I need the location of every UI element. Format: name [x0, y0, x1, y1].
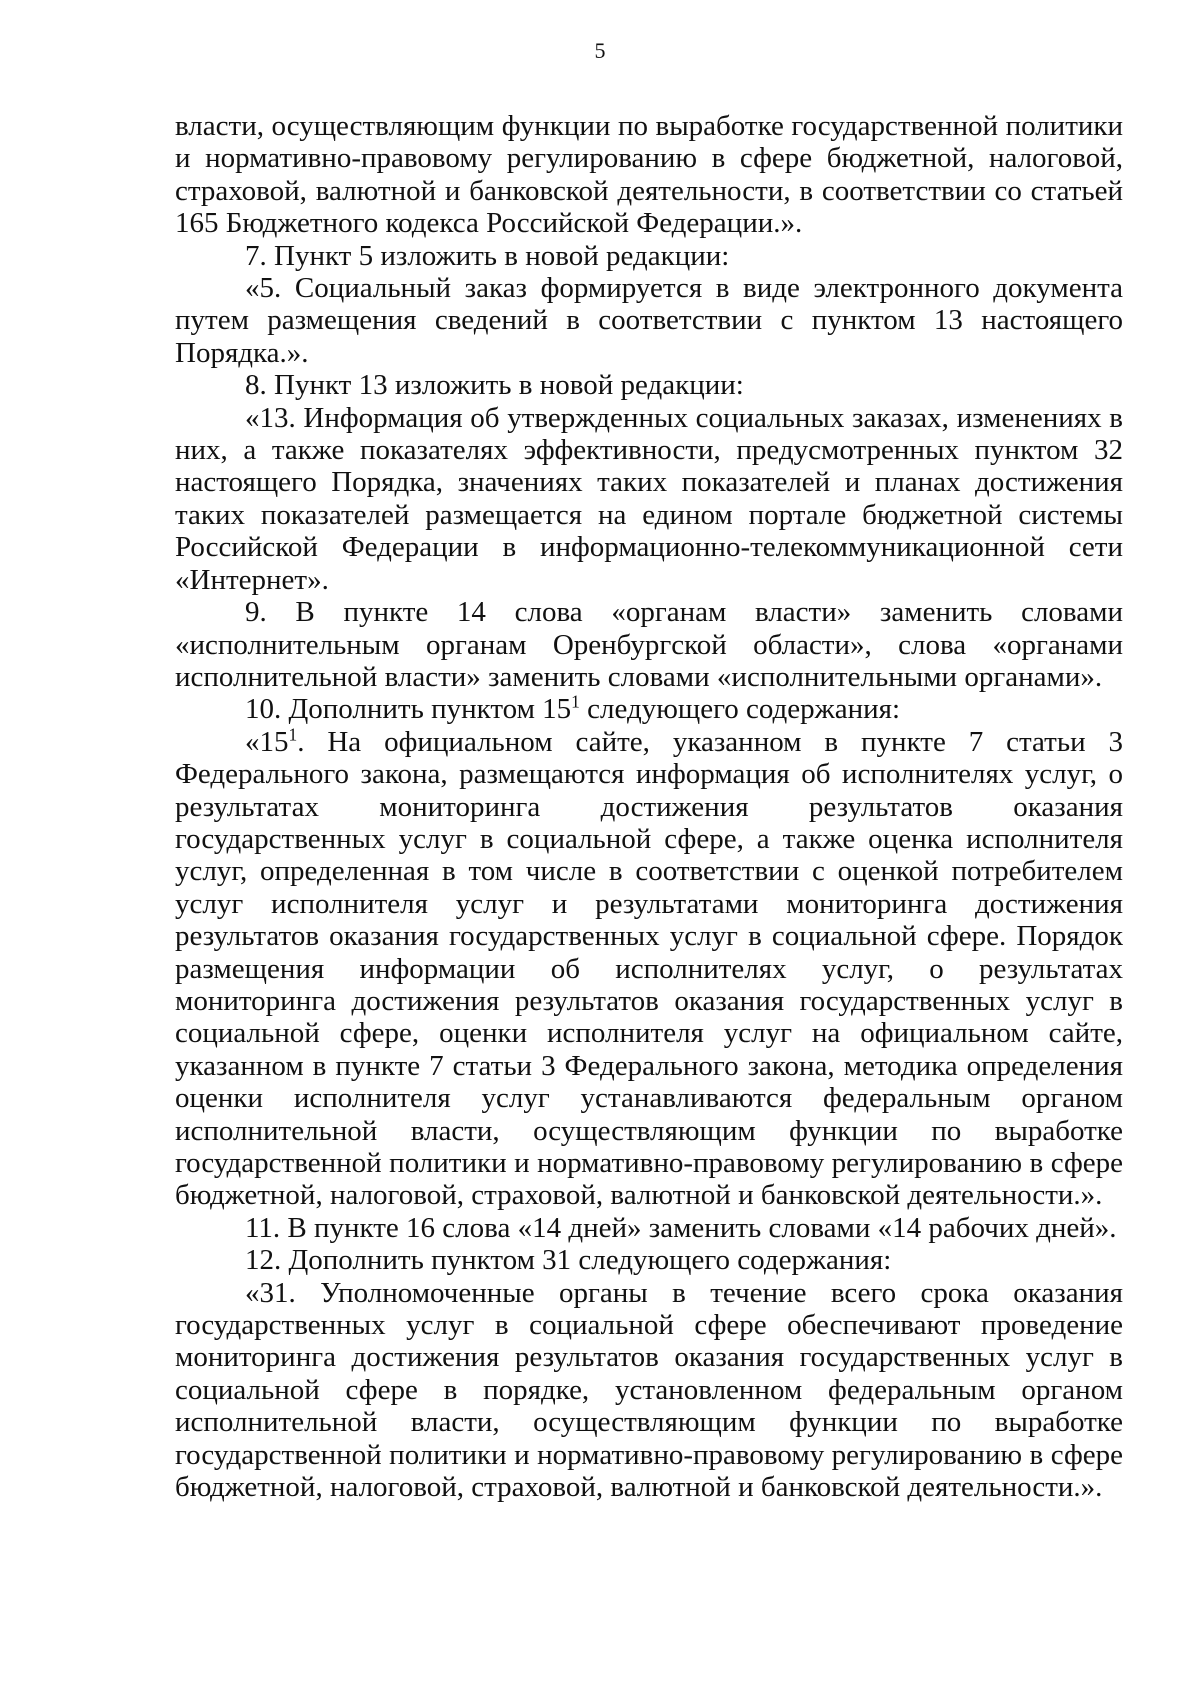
text-segment: 10. Дополнить пунктом 15 — [245, 693, 572, 726]
text-segment: следующего содержания: — [579, 693, 901, 726]
paragraph-item-12-text: «31. Уполномоченные органы в течение всего срока оказания государственных услуг в социальной сфере обеспечивают проведение мониторинга достижения результатов оказания государственных услуг в социальной сфере в порядке, установленном федеральным органом исполнительной власти, осуществляющим функции по выработке государственной политики и нормативно-правовому регулированию в сфере бюджетной, налоговой, страховой, валютной и банковской деятельности.». — [175, 1276, 1123, 1504]
text-segment: . На официальном сайте, указанном в пункте 7 статьи 3 Федерального закона, размещаются информация об исполнителях услуг, о результатах мониторинга достижения результатов оказания государственных услуг в социальной сфере, а также оценка исполнителя услуг, определенная в том числе в соответствии с оценкой потребителем услуг исполнителя услуг и результатами мониторинга достижения результатов оказания государственных услуг в социальной сфере. Порядок размещения информации об исполнителях услуг, о результатах мониторинга достижения результатов оказания государственных услуг в социальной сфере, оценки исполнителя услуг на официальном сайте, указанном в пункте 7 статьи 3 Федерального закона, методика определения оценки исполнителя услуг устанавливаются федеральным органом исполнительной власти, осуществляющим функции по выработке государственной политики и нормативно-правовому регулированию в сфере бюджетной, налоговой, страховой, валютной и банковской деятельности.». — [175, 725, 1123, 1212]
page-number: 5 — [594, 38, 606, 63]
superscript: 1 — [571, 691, 580, 712]
superscript: 1 — [288, 724, 298, 745]
paragraph-item-9: 9. В пункте 14 слова «органам власти» заменить словами «исполнительным органам Оренбургской области», слова «органами исполнительной власти» заменить словами «исполнительными органами». — [175, 596, 1123, 693]
paragraph-continuation: власти, осуществляющим функции по выработке государственной политики и нормативно-правовому регулированию в сфере бюджетной, налоговой, страховой, валютной и банковской деятельности, в соответствии со статьей 165 Бюджетного кодекса Российской Федерации.». — [175, 110, 1123, 240]
paragraph-item-7: 7. Пункт 5 изложить в новой редакции: — [245, 239, 730, 272]
paragraph-item-7-text: «5. Социальный заказ формируется в виде электронного документа путем размещения сведений в соответствии с пунктом 13 настоящего Порядка.». — [175, 272, 1123, 369]
document-body — [175, 110, 1123, 1503]
paragraph-item-8-text: «13. Информация об утвержденных социальных заказах, изменениях в них, а также показателях эффективности, предусмотренных пунктом 32 настоящего Порядка, значениях таких показателей и планах достижения таких показателей размещается на едином портале бюджетной системы Российской Федерации в информационно-телекоммуникационной сети «Интернет». — [175, 401, 1123, 596]
text-segment: «15 — [245, 725, 289, 758]
paragraph-item-10-text — [175, 726, 1123, 1212]
paragraph-item-8: 8. Пункт 13 изложить в новой редакции: — [245, 369, 744, 402]
paragraph-item-11: 11. В пункте 16 слова «14 дней» заменить словами «14 рабочих дней». — [245, 1211, 1117, 1244]
paragraph-item-10 — [175, 693, 1123, 725]
paragraph-item-12: 12. Дополнить пунктом 31 следующего содержания: — [245, 1244, 892, 1277]
